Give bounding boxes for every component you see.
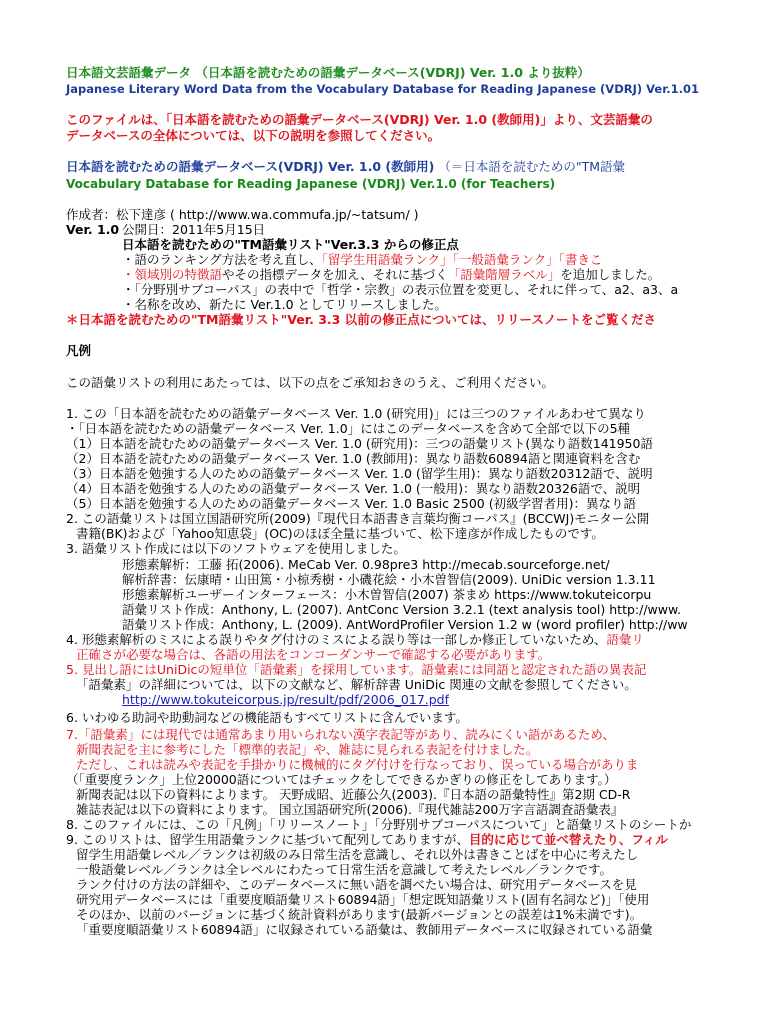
version-label: Ver. 1.0 [66, 222, 120, 237]
release-note: ＊日本語を読むための"TM語彙リスト"Ver. 3.3 以前の修正点については、リリースノートをご覧くださ [66, 312, 656, 327]
item-4-line-2: 正確さが必要な場合は、各語の用法をコンコーダンサーで確認する必要があります。 [76, 647, 551, 662]
unidic-paper-link[interactable]: http://www.tokuteicorpus.jp/result/pdf/2006_017.pdf [122, 692, 450, 707]
legend-line: 3. 語彙リスト作成には以下のソフトウェアを使用しました。 [66, 541, 406, 556]
item-9-line: 「重要度順語彙リスト60894語」に収録されている語彙は、教師用データベースに収録されている語彙 [76, 922, 653, 937]
item-8: 8. このファイルには、この「凡例」「リリースノート」「分野別サブコーパスについて」と語彙リストのシートか [66, 817, 692, 832]
db-title-jp-row [66, 159, 625, 175]
item-9-line: 一般語彙レベル／ランクは全レベルにわたって日常生活を意識して考えたレベル／ランクです。 [76, 862, 613, 877]
change-2-tail: を追加しました。 [560, 267, 661, 282]
change-2-highlight-b: 「語彙階層ラベル」 [447, 267, 561, 282]
change-4: ・名称を改め、新たに Ver.1.0 としてリリースしました。 [122, 297, 447, 312]
item-9-highlight: 目的に応じて並べ替えたり、フィル [468, 832, 668, 847]
legend-line: 2. この語彙リストは国立国語研究所(2009)『現代日本語書き言葉均衡コーパス』(BCCWJ)モニター公開 [66, 511, 650, 526]
legend-intro: この語彙リストの利用にあたっては、以下の点をご承知おきのうえ、ご利用ください。 [66, 375, 555, 390]
item-7-line-5: 新聞表記は以下の資料によります。 天野成昭、近藤公久(2003).『日本語の語彙特性』第2期 CD-R [76, 787, 631, 802]
item-5: 5. 見出し語にはUniDicの短単位「語彙素」を採用しています。語彙素には同語と認定された語の異表記 [66, 662, 647, 677]
software-line: 語彙リスト作成：Anthony, L. (2007). AntConc Version 3.2.1 (text analysis tool) http://www. [122, 602, 682, 617]
change-1-text: ・語のランキング方法を考え直し、 [122, 252, 322, 267]
item-4-text: 4. 形態素解析のミスによる誤りやタグ付けのミスによる誤り等は一部しか修正していないため、 [66, 632, 607, 647]
item-7-line-3: ただし、これは読みや表記を手掛かりに機械的にタグ付けを行なっており、误っている場合がありま [76, 757, 639, 772]
db-title-en: Vocabulary Database for Reading Japanese (VDRJ) Ver.1.0 (for Teachers) [66, 177, 556, 191]
change-2-text: やその指標データを加え、それに基づく [222, 267, 448, 282]
item-7-line-4: （「重要度ランク」上位20000語についてはチェックをしてできるかぎりの修正をしてあります。） [66, 772, 617, 787]
change-1-highlight: 「留学生用語彙ランク」「一般語彙ランク」「書きこ [321, 252, 603, 267]
legend-line: （1）日本語を読むための語彙データベース Ver. 1.0 (研究用)：三つの語彙リスト(異なり語数141950語 [66, 436, 653, 451]
item-4 [66, 632, 644, 648]
software-line: 形態素解析ユーザーインターフェース：小木曽智信(2007) 茶まめ https://www.tokuteicorpu [122, 587, 652, 602]
item-6: 6. いわゆる助詞や助動詞などの機能語もすべてリストに含んでいます。 [66, 710, 468, 725]
legend-line: 書籍(BK)および「Yahoo知恵袋」(OC)のほぼ全量に基づいて、松下達彦が作成したものです。 [76, 526, 604, 541]
db-title-jp-note: （＝日本語を読むための"TM語彙 [438, 159, 626, 174]
item-9-line: 留学生用語彙レベル／ランクは初級のみ日常生活を意識し、それ以外は書きことばを中心に考えたし [76, 847, 639, 862]
notice-line-2: データベースの全体については、以下の説明を参照してください。 [66, 128, 441, 143]
author-line: 作成者：松下達彦 ( http://www.wa.commufa.jp/~tatsum/ ) [66, 207, 419, 222]
legend-line: ・「日本語を読むための語彙データベース Ver. 1.0」にはこのデータベースを含めて全部で以下の5種 [66, 421, 631, 436]
item-9-line: 研究用データベースには「重要度順語彙リスト60894語」「想定既知語彙リスト(固有名詞など)」「使用 [76, 892, 650, 907]
item-5-line-2: 「語彙素」の詳細については、以下の文献など、解析辞書 UniDic 関連の文献を参照してください。 [76, 677, 637, 692]
item-7-line-6: 雑誌表記は以下の資料によります。 国立国語研究所(2006).『現代雑誌200万字言語調査語彙表』 [76, 802, 624, 817]
item-9-line: ランク付けの方法の詳細や、このデータベースに無い語を調べたい場合は、研究用データベースを見 [76, 877, 637, 892]
release-date: 公開日：2011年5月15日 [122, 222, 266, 237]
software-line: 形態素解析：工藤 拓(2006). MeCab Ver. 0.98pre3 http://mecab.sourceforge.net/ [122, 557, 610, 572]
software-line: 解析辞書：伝康晴・山田篤・小椋秀樹・小磯花絵・小木曽智信(2009). UniDic version 1.3.11 [122, 572, 656, 587]
version-row [66, 222, 119, 238]
title-en: Japanese Literary Word Data from the Vocabulary Database for Reading Japanese (VDRJ) Ver.1.01 [66, 82, 699, 96]
legend-line: （5）日本語を勉強する人のための語彙データベース Ver. 1.0 Basic 2500 (初級学習者用)：異なり語 [66, 496, 636, 511]
change-2-highlight-a: ・領域別の特徴語 [122, 267, 223, 282]
item-7-line-2: 新聞表記を主に参考にした「標準的表記」や、雑誌に見られる表記を付けました。 [76, 742, 539, 757]
changes-title: 日本語を読むための"TM語彙リスト"Ver.3.3 からの修正点 [122, 237, 459, 252]
title-jp: 日本語文芸語彙データ （日本語を読むための語彙データベース(VDRJ) Ver. 1.0 より抜粋） [66, 65, 590, 80]
legend-line: （4）日本語を勉強する人のための語彙データベース Ver. 1.0 (一般用)：異なり語数20326語で、説明 [66, 481, 641, 496]
change-2 [122, 267, 660, 283]
change-3: ・「分野別サブコーパス」の表中で「哲学・宗教」の表示位置を変更し、それに伴って、a2、a3、a [122, 282, 679, 297]
legend-line: （3）日本語を勉強する人のための語彙データベース Ver. 1.0 (留学生用)：異なり語数20312語で、説明 [66, 466, 653, 481]
item-4-highlight: 語彙リ [606, 632, 644, 647]
notice-line-1: このファイルは、「日本語を読むための語彙データベース(VDRJ) Ver. 1.0 (教師用)」より、文芸語彙の [66, 112, 653, 127]
db-title-jp: 日本語を読むための語彙データベース(VDRJ) Ver. 1.0 (教師用) [66, 159, 435, 174]
legend-heading: 凡例 [66, 343, 92, 358]
item-9-line: そのほか、以前のバージョンに基づく統計資料があります(最新バージョンとの誤差は1%未満です)。 [76, 907, 643, 922]
change-1 [122, 252, 602, 268]
legend-line: （2）日本語を読むための語彙データベース Ver. 1.0 (教師用)：異なり語数60894語と関連資料を含む [66, 451, 641, 466]
item-9-text: 9. このリストは、留学生用語彙ランクに基づいて配列してありますが、 [66, 832, 469, 847]
legend-line: 1. この「日本語を読むための語彙データベース Ver. 1.0 (研究用)」には三つのファイルあわせて異なり [66, 406, 646, 421]
software-line: 語彙リスト作成：Anthony, L. (2009). AntWordProfiler Version 1.2 w (word profiler) http://ww [122, 617, 688, 632]
item-7: 7.「語彙素」には現代では通常あまり用いられない漢字表記等があり、読みにくい語があるため、 [66, 727, 615, 742]
item-9 [66, 832, 668, 848]
